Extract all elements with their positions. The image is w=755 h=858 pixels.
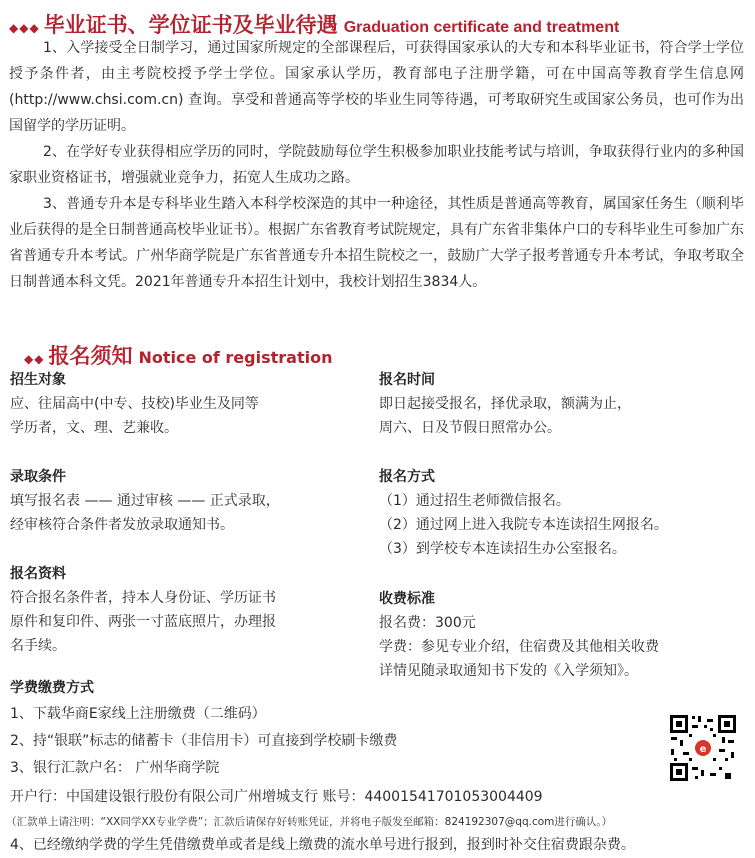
remittance-note: （汇款单上请注明：“XX同学XX专业学费”；汇款后请保存好转账凭证，并将电子版发至邮箱：824192307@qq.com进行确认。） (6, 816, 613, 828)
block-title: 报名时间 (379, 372, 435, 388)
block-line: 名手续。 (10, 638, 66, 654)
payment-item-4: 4、已经缴纳学费的学生凭借缴费单或者是线上缴费的流水单号进行报到，报到时补交住宿费跟杂费。 (10, 837, 635, 853)
block-line: 学费：参见专业介绍，住宿费及其他相关收费 (379, 639, 659, 655)
graduation-title-en: Graduation certificate and treatment (343, 19, 620, 36)
block-line: 符合报名条件者，持本人身份证、学历证书 (10, 590, 276, 606)
block-title: 招生对象 (10, 372, 66, 388)
block-title: 收费标准 (379, 591, 435, 607)
graduation-paragraph-1: 1、入学接受全日制学习，通过国家所规定的全部课程后，可获得国家承认的大专和本科毕业证书，符合学士学位授予条件者，由主考院校授予学士学位。国家承认学历，教育部电子注册学籍，可在中国高等教育学生信息网(http://www.chsi.com.cn) 查询。享受和普通高等学校的毕业生同等待遇，可考取研究生或国家公务员，也可作为出国留学的学历证明。 (9, 40, 744, 134)
reg-block-time (379, 368, 749, 440)
registration-title-cn: 报名须知 (48, 344, 133, 368)
reg-block-methods (379, 465, 749, 561)
bank-account-line: 开户行：中国建设银行股份有限公司广州增城支行 账号：44001541701053004409 (10, 789, 543, 805)
block-line: 经审核符合条件者发放录取通知书。 (10, 517, 234, 533)
qr-code-icon[interactable] (668, 713, 738, 783)
diamond-bullets: ◆◆ (24, 352, 45, 366)
graduation-title-cn: 毕业证书、学位证书及毕业待遇 (43, 13, 338, 37)
reg-block-admission (10, 465, 340, 537)
svg-text:e: e (699, 744, 707, 755)
registration-title-en: Notice of registration (138, 348, 333, 367)
block-line: 报名费：300元 (379, 615, 476, 631)
payment-title: 学费缴费方式 (10, 680, 94, 696)
block-title: 报名资料 (10, 566, 66, 582)
graduation-paragraph-2: 2、在学好专业获得相应学历的同时，学院鼓励每位学生积极参加职业技能考试与培训，争取获得行业内的多种国家职业资格证书，增强就业竞争力，拓宽人生成功之路。 (9, 144, 744, 186)
block-line: 周六、日及节假日照常办公。 (379, 420, 561, 436)
block-line: 即日起接受报名，择优录取，额满为止， (379, 396, 631, 412)
block-line: 原件和复印件、两张一寸蓝底照片，办理报 (10, 614, 276, 630)
block-title: 报名方式 (379, 469, 435, 485)
block-line: （3）到学校专本连读招生办公室报名。 (379, 541, 626, 557)
block-line: 详情见随录取通知书下发的《入学须知》。 (379, 663, 638, 679)
graduation-paragraph-3: 3、普通专升本是专科毕业生踏入本科学校深造的其中一种途径，其性质是普通高等教育，属国家任务生（顺利毕业后获得的是全日制普通高校毕业证书）。根据广东省教育考试院规定，具有广东省非集体户口的专科毕业生可参加广东省普通专升本考试。广州华商学院是广东省普通专升本招生院校之一，鼓励广大学子报考普通专升本考试，争取考取全日制普通本科文凭。2021年普通专升本招生计划中，我校计划招生3834人。 (9, 196, 744, 290)
reg-block-documents (10, 562, 340, 658)
payment-item-1: 1、下载华商E家线上注册缴费（二维码） (10, 706, 266, 722)
block-line: （1）通过招生老师微信报名。 (379, 493, 570, 509)
block-line: 学历者，文、理、艺兼收。 (10, 420, 178, 436)
reg-block-targets (10, 368, 340, 440)
payment-item-3: 3、银行汇款户名： 广州华商学院 (10, 760, 220, 776)
block-line: 填写报名表 —— 通过审核 —— 正式录取， (10, 493, 280, 509)
block-title: 录取条件 (10, 469, 66, 485)
block-line: （2）通过网上进入我院专本连读招生网报名。 (379, 517, 668, 533)
block-line: 应、往届高中(中专、技校)毕业生及同等 (10, 396, 259, 412)
payment-item-2: 2、持“银联”标志的储蓄卡（非信用卡）可直接到学校刷卡缴费 (10, 733, 398, 749)
registration-heading (24, 340, 332, 370)
reg-block-fees (379, 587, 749, 683)
diamond-bullets: ◆◆◆ (9, 21, 40, 35)
